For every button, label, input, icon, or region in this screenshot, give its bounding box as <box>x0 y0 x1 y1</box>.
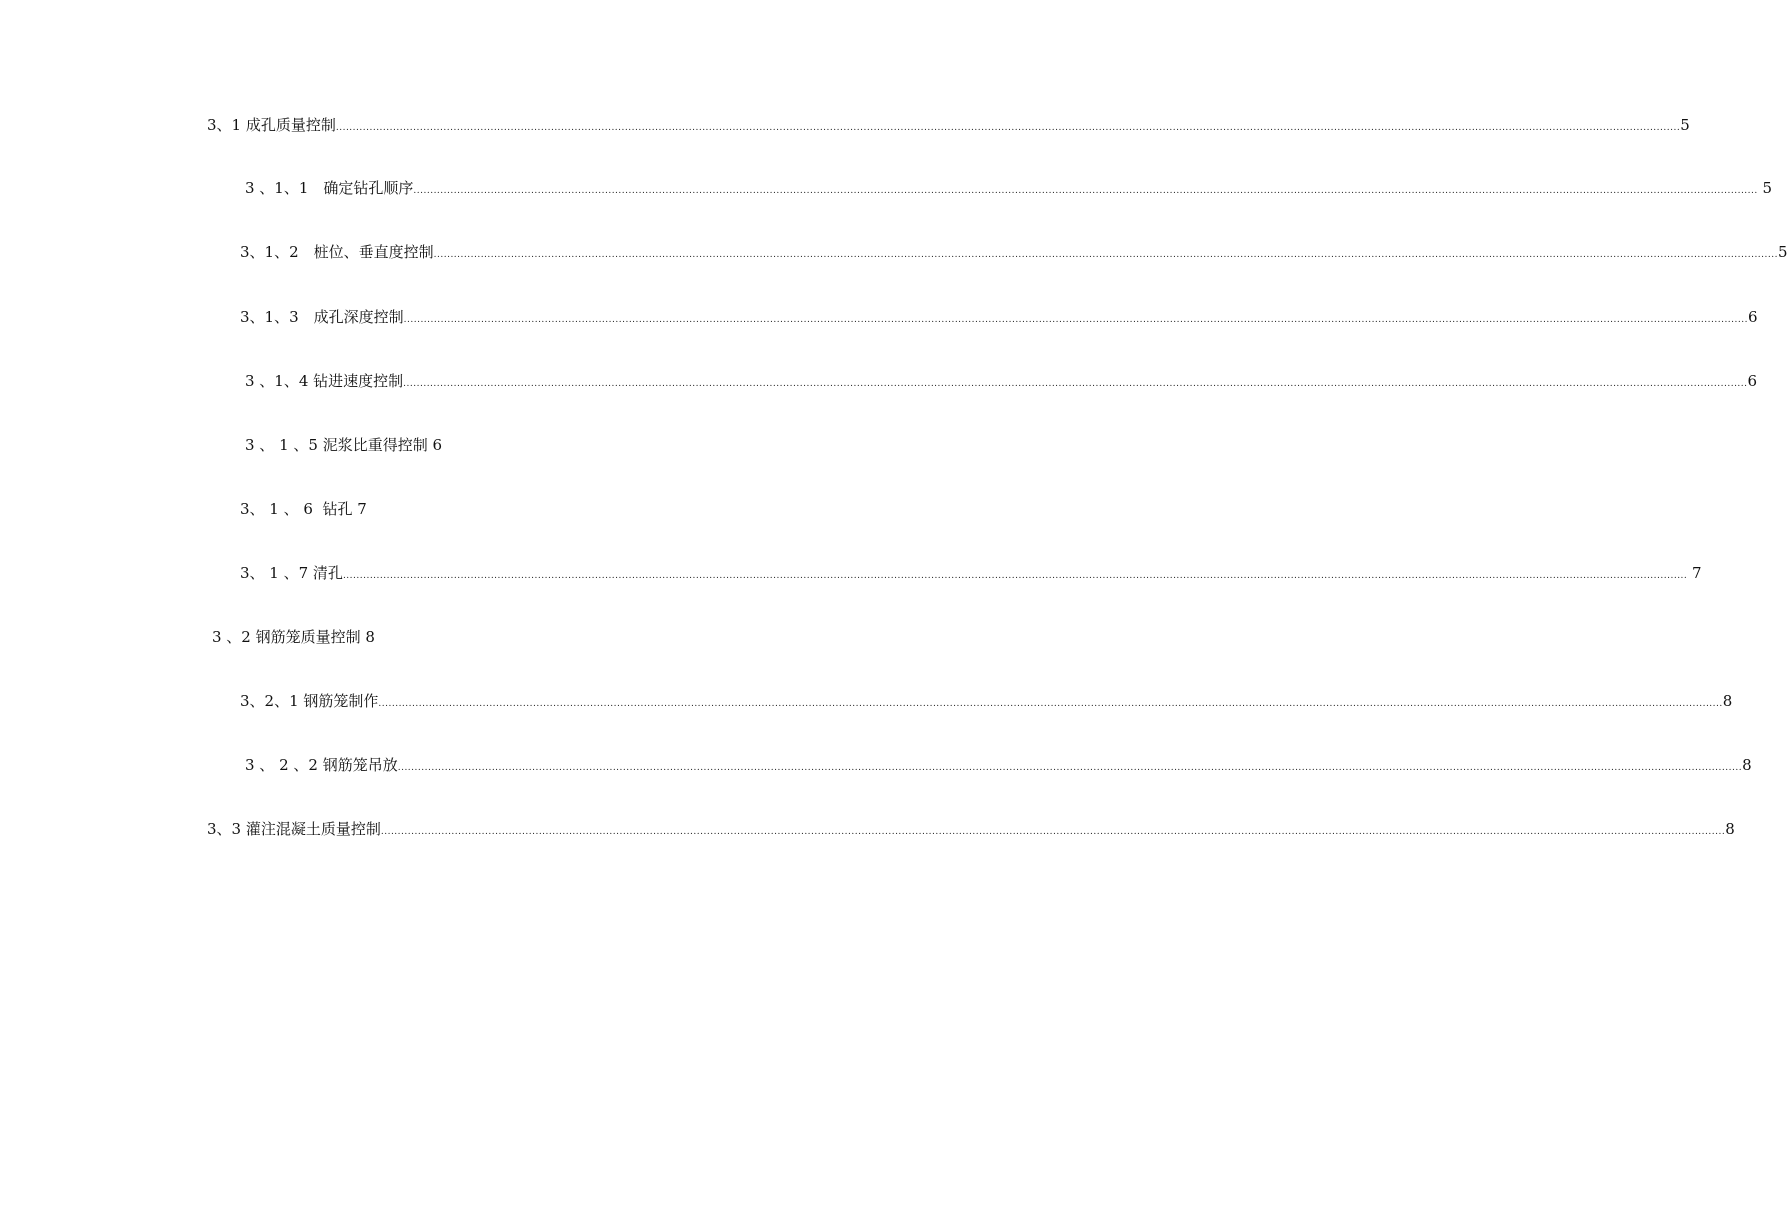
toc-entry <box>245 371 1758 394</box>
toc-leader-dots: ................................................................................................................................................................................................................................................................................................................................................................................................................ <box>342 571 1688 581</box>
toc-entry-label: 3、 1 、7 清孔 <box>240 564 343 582</box>
toc-leader-dots: ................................................................................................................................................................................................................................................................................................................................................................................................................ <box>403 315 1748 325</box>
toc-entry-label: 3 、1、4 钻进速度控制 <box>245 372 404 390</box>
toc-page-number: 5 <box>1680 116 1690 134</box>
toc-entry <box>240 691 1733 714</box>
toc-leader-dots: ................................................................................................................................................................................................................................................................................................................................................................................................................ <box>413 186 1758 196</box>
toc-page-number: 6 <box>1747 372 1758 390</box>
toc-entry <box>240 307 1758 330</box>
toc-entry-label: 3、3 灌注混凝土质量控制 <box>207 820 381 838</box>
toc-entry-label: 3 、1、1 确定钻孔顺序 <box>245 179 414 197</box>
toc-entry <box>245 755 1752 778</box>
toc-page-number: 5 <box>1757 179 1773 197</box>
toc-leader-dots: ................................................................................................................................................................................................................................................................................................................................................................................................................ <box>378 699 1723 709</box>
toc-leader-dots: ................................................................................................................................................................................................................................................................................................................................................................................................................ <box>403 379 1748 389</box>
toc-entry-label: 3 、2 钢筋笼质量控制 8 <box>212 628 375 646</box>
toc-page-number: 8 <box>1725 820 1735 838</box>
toc-leader-dots: ................................................................................................................................................................................................................................................................................................................................................................................................................ <box>380 827 1726 837</box>
toc-entry <box>240 242 1788 265</box>
toc-entry <box>245 178 1773 201</box>
toc-leader-dots: ................................................................................................................................................................................................................................................................................................................................................................................................................ <box>335 123 1681 133</box>
toc-entry-label: 3、1 成孔质量控制 <box>207 116 336 134</box>
toc-entry <box>240 499 540 519</box>
toc-entry <box>207 819 1735 842</box>
toc-page-number: 8 <box>1742 756 1752 774</box>
toc-entry-label: 3、1、3 成孔深度控制 <box>240 308 404 326</box>
toc-page-number: 8 <box>1722 692 1733 710</box>
toc-entry <box>207 115 1690 138</box>
toc-page-number: 6 <box>1747 308 1758 326</box>
toc-entry-label: 3 、 1 、5 泥浆比重得控制 6 <box>245 436 443 454</box>
toc-page-number: 5 <box>1777 243 1788 261</box>
toc-entry <box>212 627 512 647</box>
toc-leader-dots: ................................................................................................................................................................................................................................................................................................................................................................................................................ <box>397 763 1743 773</box>
toc-entry-label: 3、1、2 桩位、垂直度控制 <box>240 243 434 261</box>
toc-entry-label: 3、2、1 钢筋笼制作 <box>240 692 379 710</box>
toc-entry <box>240 563 1702 586</box>
toc-entry <box>245 435 545 455</box>
toc-entry-label: 3 、 2 、2 钢筋笼吊放 <box>245 756 398 774</box>
toc-page-number: 7 <box>1687 564 1702 582</box>
toc-leader-dots: ................................................................................................................................................................................................................................................................................................................................................................................................................ <box>433 250 1778 260</box>
toc-entry-label: 3、 1 、 6 钻孔 7 <box>240 500 367 518</box>
